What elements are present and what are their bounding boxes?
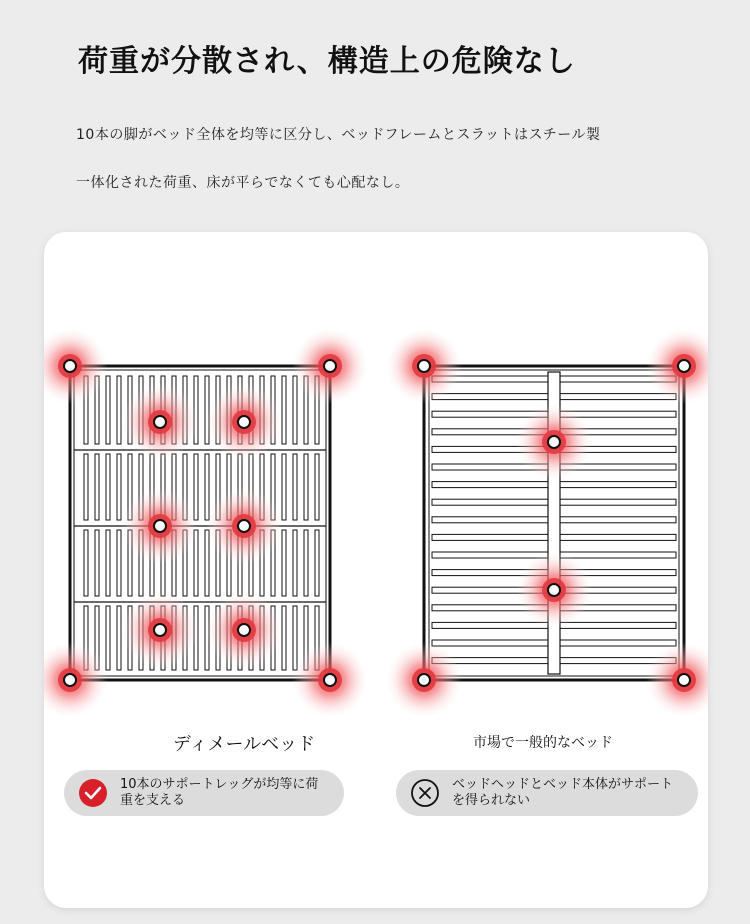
positive-badge-text: 10本のサポートレッグが均等に荷重を支える — [120, 777, 319, 808]
common-bed-label: 市場で一般的なベッド — [473, 735, 613, 751]
support-point — [292, 328, 368, 404]
slat — [293, 530, 297, 596]
support-point — [122, 592, 198, 668]
support-point — [206, 384, 282, 460]
x-circle-icon — [410, 778, 440, 808]
page-title: 荷重が分散され、構造上の危険なし — [78, 44, 576, 79]
support-point — [122, 384, 198, 460]
slat — [84, 454, 88, 520]
negative-badge-text: ベッドヘッドとベッド本体がサポートを得られない — [452, 777, 674, 808]
support-point — [516, 552, 592, 628]
support-point — [206, 592, 282, 668]
slat — [293, 376, 297, 444]
support-point — [206, 488, 282, 564]
slat — [95, 454, 99, 520]
slat — [293, 454, 297, 520]
dimeru-bed-label: ディメールベッド — [172, 734, 316, 755]
slat — [315, 454, 319, 520]
slat — [194, 454, 198, 520]
slat — [106, 454, 110, 520]
slat — [117, 454, 121, 520]
slat — [117, 606, 121, 670]
support-point — [516, 404, 592, 480]
slat — [282, 454, 286, 520]
slat — [205, 454, 209, 520]
support-point — [292, 642, 368, 718]
slat — [293, 606, 297, 670]
description-line-2: 一体化された荷重、床が平らでなくても心配なし。 — [76, 175, 410, 191]
slat — [282, 530, 286, 596]
slat — [315, 530, 319, 596]
slat — [205, 530, 209, 596]
slat — [304, 530, 308, 596]
slat — [95, 530, 99, 596]
slat — [304, 454, 308, 520]
support-badge-negative — [396, 770, 698, 816]
slat — [282, 606, 286, 670]
support-point — [386, 642, 462, 718]
support-point — [122, 488, 198, 564]
check-circle-icon — [78, 778, 108, 808]
left-bed-frame — [70, 366, 330, 680]
description-line-1: 10本の脚がベッド全体を均等に区分し、ベッドフレームとスラットはスチール製 — [76, 127, 601, 143]
slat — [106, 530, 110, 596]
slat — [117, 376, 121, 444]
comparison-card — [44, 232, 708, 908]
support-badge-positive — [64, 770, 344, 816]
slat — [282, 376, 286, 444]
slat — [84, 530, 88, 596]
slat — [106, 376, 110, 444]
support-point — [386, 328, 462, 404]
slat — [106, 606, 110, 670]
slat — [117, 530, 121, 596]
